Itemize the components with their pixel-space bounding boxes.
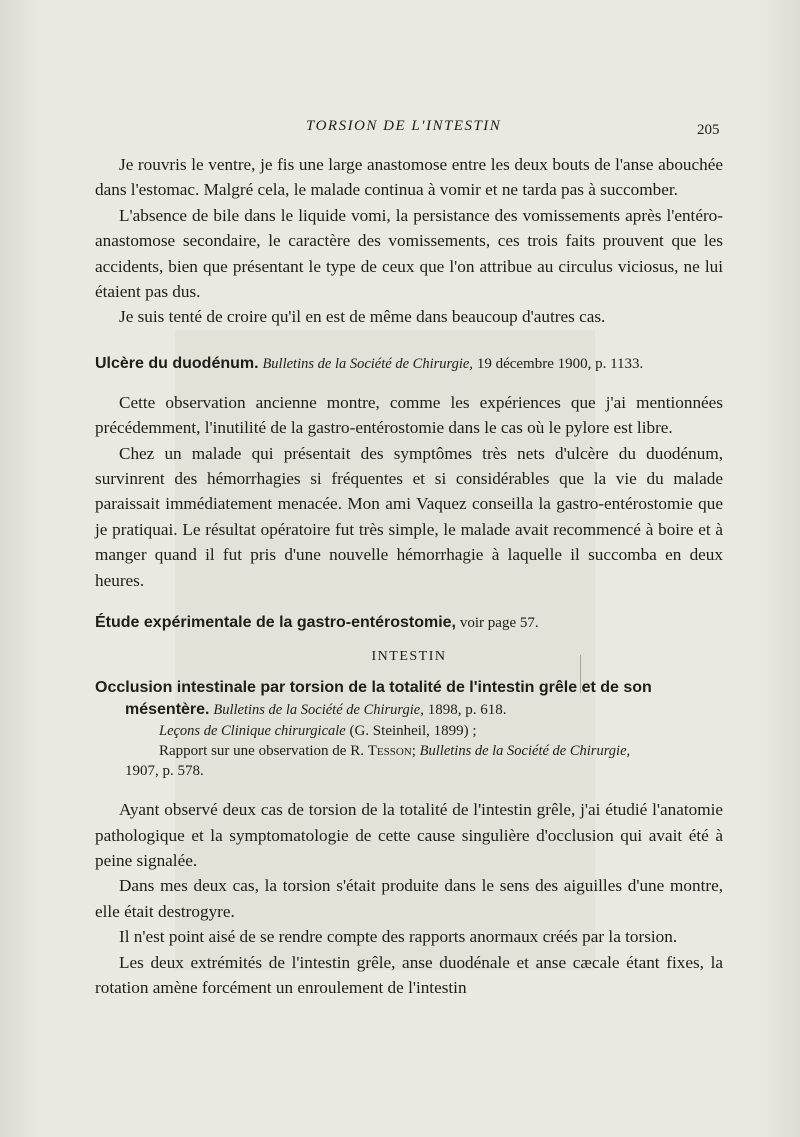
page-number: 205	[697, 122, 720, 138]
occlusion-heading-continuation	[95, 699, 723, 721]
lecons-title: Leçons de Clinique chirurgicale	[159, 723, 346, 740]
paragraph: Les deux extrémités de l'intestin grêle, anse duodénale et anse cæcale étant fixes, la rotation amène forcément un enroulement de l'intestin	[95, 952, 723, 997]
etude-heading-line	[95, 611, 723, 635]
rapport-source: Bulletins de la Société de Chirurgie,	[419, 743, 631, 760]
ulcere-heading-line	[95, 352, 723, 376]
paragraph: Ayant observé deux cas de torsion de la totalité de l'intestin grêle, j'ai étudié l'anatomie pathologique et la symptomatologie de cette cause singulière d'occlusion qui avait été à peine signalée.	[95, 800, 723, 870]
lecons-reference	[95, 721, 723, 741]
occlusion-source: Bulletins de la Société de Chirurgie,	[213, 702, 424, 719]
occlusion-heading-end: mésentère.	[125, 701, 210, 719]
section-title: INTESTIN	[371, 649, 447, 665]
paragraph: Je suis tenté de croire qu'il en est de même dans beaucoup d'autres cas.	[119, 307, 606, 327]
paragraph: Cette observation ancienne montre, comme les expériences que j'ai mentionnées précédemment, l'inutilité de la gastro-entérostomie dans le cas où le pylore est libre.	[95, 392, 723, 438]
occlusion-heading-block	[95, 677, 723, 721]
lecons-meta: (G. Steinheil, 1899) ;	[349, 723, 477, 740]
rapport-line: Rapport sur une observation de R. Tesson; Bulletins de la Société de Chirurgie,	[159, 743, 631, 760]
paragraph: L'absence de bile dans le liquide vomi, la persistance des vomissements après l'entéro-anastomose secondaire, le caractère des vomissements, ces trois faits prouvent que les accidents, bien que présentant le type de ceux que l'on attribue au circulus viciosus, ne lui étaient pas dus.	[95, 205, 723, 302]
etude-ref: voir page 57.	[459, 615, 539, 632]
paragraph: Je rouvris le ventre, je fis une large anastomose entre les deux bouts de l'anse abouchée dans l'estomac. Malgré cela, le malade continua à vomir et ne tarda pas à succomber.	[95, 155, 723, 200]
paragraph: Dans mes deux cas, la torsion s'était produite dans le sens des aiguilles d'une montre, elle était destrogyre.	[95, 876, 723, 921]
ulcere-date: 19 décembre 1900, p. 1133.	[476, 355, 644, 372]
margin-mark	[580, 655, 581, 693]
page-body	[95, 152, 723, 1000]
paragraph: Chez un malade qui présentait des symptômes très nets d'ulcère du duodénum, survinrent des hémorrhagies si fréquentes et si considérables que la vie du malade paraissait immédiatement menacée. Mon ami Vaquez conseilla la gastro-entérostomie que je pratiquai. Le résultat opératoire fut très simple, le malade avait recommencé à boire et à manger quand il fut pris d'une nouvelle hémorrhagie à laquelle il succomba en deux heures.	[95, 443, 723, 590]
rapport-text: Rapport sur une observation de R.	[159, 743, 364, 760]
running-title: TORSION DE L'INTESTIN	[306, 118, 502, 134]
rapport-reference	[95, 741, 723, 781]
occlusion-heading: Occlusion intestinale par torsion de la totalité de l'intestin grêle et de son	[95, 679, 652, 697]
page-header	[0, 118, 800, 142]
ulcere-source: Bulletins de la Société de Chirurgie,	[262, 355, 473, 372]
rapport-author: Tesson	[367, 743, 412, 760]
rapport-meta: 1907, p. 578.	[125, 763, 204, 780]
occlusion-source-meta: 1898, p. 618.	[427, 702, 507, 719]
etude-heading: Étude expérimentale de la gastro-entérostomie,	[95, 614, 456, 632]
paragraph: Il n'est point aisé de se rendre compte des rapports anormaux créés par la torsion.	[119, 927, 678, 947]
ulcere-heading: Ulcère du duodénum.	[95, 354, 259, 372]
